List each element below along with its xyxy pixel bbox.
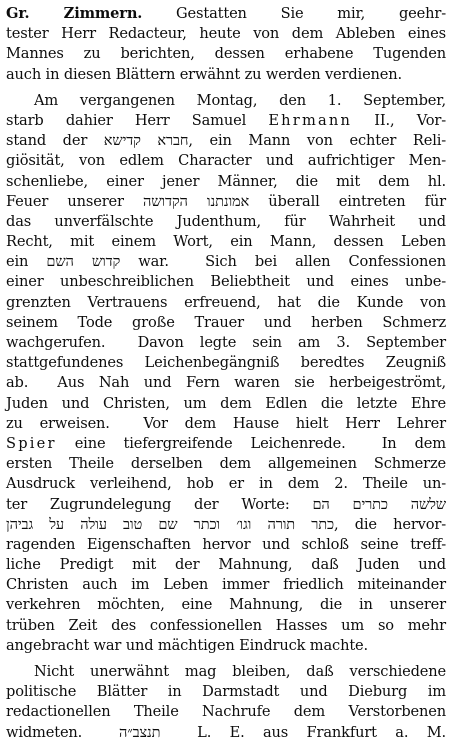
text-line — [6, 131, 446, 151]
line-text: politische Blätter in Darmstadt und Dieburg im — [6, 683, 446, 701]
text-line — [6, 394, 446, 414]
text-line — [6, 272, 446, 292]
text-line — [6, 682, 446, 702]
text-line — [6, 44, 446, 64]
line-text: zu erweisen. Vor dem Hause hielt Herr Lehrer — [6, 414, 446, 432]
paragraph — [6, 662, 446, 723]
line-text: giösität, von edlem Character und aufrichtiger Men- — [6, 152, 446, 170]
line-text: Mannes zu berichten, dessen erhabene Tugenden — [6, 45, 446, 63]
line-text: das unverfälschte Judenthum, für Wahrheit und — [6, 212, 446, 230]
line-text: trüben Zeit des confessionellen Hasses um so mehr — [6, 616, 446, 634]
text-line — [6, 373, 446, 393]
text-line — [6, 252, 446, 272]
article-heading: Gr. Zimmern. — [6, 5, 143, 22]
spaced-name: Ehrmann — [268, 111, 353, 129]
text-line — [6, 636, 446, 656]
text-line — [6, 151, 446, 171]
line-text: Ausdruck verleihend, hob er in dem 2. Theile un- — [6, 475, 446, 493]
line-text: Juden und Christen, um dem Edlen die letzte Ehre — [6, 394, 446, 412]
text-line — [6, 232, 446, 252]
text-line — [6, 434, 446, 454]
line-text: stattgefundenes Leichenbegängniß beredtes Zeugniß — [6, 354, 446, 372]
line-text: eine tiefergreifende Leichenrede. In dem — [56, 434, 446, 452]
text-line — [6, 4, 446, 24]
text-line — [6, 535, 446, 555]
line-text: grenzten Vertrauens erfreuend, hat die Kunde von — [6, 293, 446, 311]
line-text: schenliebe, einer jener Männer, die mit dem hl. — [6, 172, 446, 190]
line-text: ab. Aus Nah und Fern waren sie herbeigeströmt, — [6, 374, 446, 392]
text-line — [6, 595, 446, 615]
spaced-name: Spier — [6, 434, 57, 452]
text-line — [6, 65, 446, 85]
text-line — [6, 91, 446, 111]
text-line — [6, 192, 446, 212]
line-text: tester Herr Redacteur, heute von dem Ableben eines — [6, 25, 446, 43]
text-line — [6, 616, 446, 636]
text-line — [6, 474, 446, 494]
line-text: Nicht unerwähnt mag bleiben, daß verschiedene — [34, 663, 446, 680]
text-line — [6, 212, 446, 232]
text-line — [6, 353, 446, 373]
text-line — [6, 515, 446, 535]
line-text: ragenden Eigenschaften hervor und schloß seine treff- — [6, 535, 446, 553]
paragraph — [6, 91, 446, 656]
text-line — [6, 313, 446, 333]
line-text: Christen auch im Leben immer friedlich miteinander — [6, 576, 446, 594]
text-line — [6, 454, 446, 474]
text-line — [6, 575, 446, 595]
line-text: ter Zugrundelegung der Worte: שלשה כתרים הם — [6, 495, 446, 513]
line-text: auch in diesen Blättern erwähnt zu werden verdienen. — [6, 65, 403, 83]
article — [6, 4, 446, 743]
text-line — [6, 662, 446, 682]
line-text: angebracht war und mächtigen Eindruck machte. — [6, 636, 369, 654]
line-text: Feuer unserer אמונתנו הקדושה überall eintreten für — [6, 192, 446, 210]
line-text: einer unbeschreiblichen Beliebtheit und eines unbe- — [6, 273, 446, 291]
line-text: Recht, mit einem Wort, ein Mann, dessen Leben — [6, 233, 446, 251]
line-text: seinem Tode große Trauer und herben Schmerz — [6, 313, 446, 331]
line-text: ein קדוש השם war. Sich bei allen Confessionen — [6, 253, 446, 271]
line-text-after: II., Vor- — [352, 111, 446, 129]
line-text: starb dahier Herr Samuel — [6, 111, 269, 129]
text-line — [6, 555, 446, 575]
line-text: redactionellen Theile Nachrufe dem Verstorbenen — [6, 703, 446, 721]
text-line — [6, 293, 446, 313]
text-line — [6, 24, 446, 44]
line-text: verkehren möchten, eine Mahnung, die in unserer — [6, 596, 446, 614]
line-text: wachgerufen. Davon legte sein am 3. September — [6, 334, 446, 351]
line-text: ersten Theile derselben dem allgemeinen Schmerze — [6, 455, 446, 473]
line-text: liche Predigt mit der Mahnung, daß Juden und — [6, 556, 446, 574]
line-text: stand der חברא קדישא, ein Mann von echter Reli- — [6, 132, 447, 150]
closing-line — [6, 723, 446, 743]
line-text: כתר תורה וגו׳ וכתר שם טוב עולה על גביהן, die hervor- — [6, 515, 446, 533]
paragraph — [6, 4, 446, 85]
signature: L. E. aus Frankfurt a. M. — [197, 723, 447, 741]
line-text: Am vergangenen Montag, den 1. September, — [34, 91, 446, 109]
text-line — [6, 333, 446, 353]
text-line — [6, 111, 446, 131]
text-line — [6, 495, 446, 515]
text-line — [6, 414, 446, 434]
closing-text: widmeten. תנצב״ה — [6, 723, 161, 741]
text-line — [6, 172, 446, 192]
line-text: Gestatten Sie mir, geehr- — [142, 5, 446, 22]
text-line — [6, 702, 446, 722]
